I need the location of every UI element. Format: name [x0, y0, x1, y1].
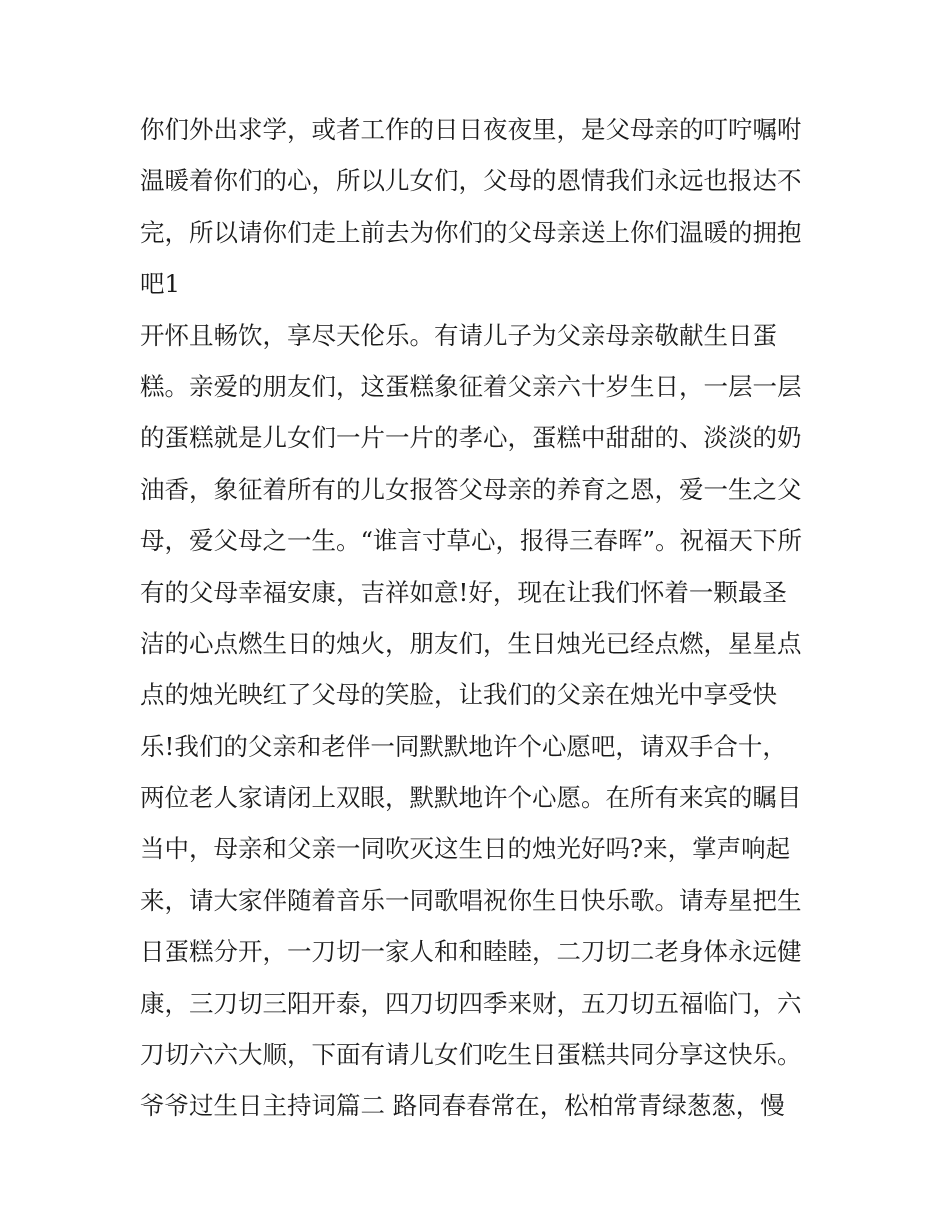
text-line: 洁的心点燃生日的烛火，朋友们，生日烛光已经点燃，星星点: [140, 628, 802, 658]
text-line: 来，请大家伴随着音乐一同歌唱祝你生日快乐歌。请寿星把生: [140, 885, 802, 915]
text-line: 温暖着你们的心，所以儿女们，父母的恩情我们永远也报达不: [140, 166, 802, 196]
text-line: 当中，母亲和父亲一同吹灭这生日的烛光好吗?来，掌声响起: [140, 834, 791, 864]
text-line: 乐!我们的父亲和老伴一同默默地许个心愿吧，请双手合十，: [140, 731, 787, 761]
text-line: 你们外出求学，或者工作的日日夜夜里，是父母亲的叮咛嘱咐: [140, 115, 802, 144]
text-line: 糕。亲爱的朋友们，这蛋糕象征着父亲六十岁生日，一层一层: [140, 371, 802, 401]
text-line: 母，爱父母之一生。“谁言寸草心，报得三春晖”。祝福天下所: [140, 526, 803, 556]
text-line: 爷爷过生日主持词篇二 路同春春常在，松柏常青绿葱葱，慢: [140, 1091, 785, 1121]
body-text: [140, 104, 820, 1132]
text-line: 油香，象征着所有的儿女报答父母亲的养育之恩，爱一生之父: [140, 474, 802, 504]
text-line: 有的父母幸福安康，吉祥如意!好，现在让我们怀着一颗最圣: [140, 577, 787, 607]
text-line: 开怀且畅饮，享尽天伦乐。有请儿子为父亲母亲敬献生日蛋: [140, 320, 777, 350]
text-line: 刀切六六大顺，下面有请儿女们吃生日蛋糕共同分享这快乐。: [140, 1040, 802, 1070]
text-line: 点的烛光映红了父母的笑脸，让我们的父亲在烛光中享受快: [140, 680, 777, 710]
text-line: 两位老人家请闭上双眼，默默地许个心愿。在所有来宾的瞩目: [140, 783, 802, 813]
text-line: 吧1: [140, 269, 181, 299]
text-line: 的蛋糕就是儿女们一片一片的孝心，蛋糕中甜甜的、淡淡的奶: [140, 423, 802, 453]
text-line: 完，所以请你们走上前去为你们的父母亲送上你们温暖的拥抱: [140, 217, 802, 247]
text-line: 日蛋糕分开，一刀切一家人和和睦睦，二刀切二老身体永远健: [140, 937, 802, 967]
text-line: 康，三刀切三阳开泰，四刀切四季来财，五刀切五福临门，六: [140, 988, 802, 1018]
